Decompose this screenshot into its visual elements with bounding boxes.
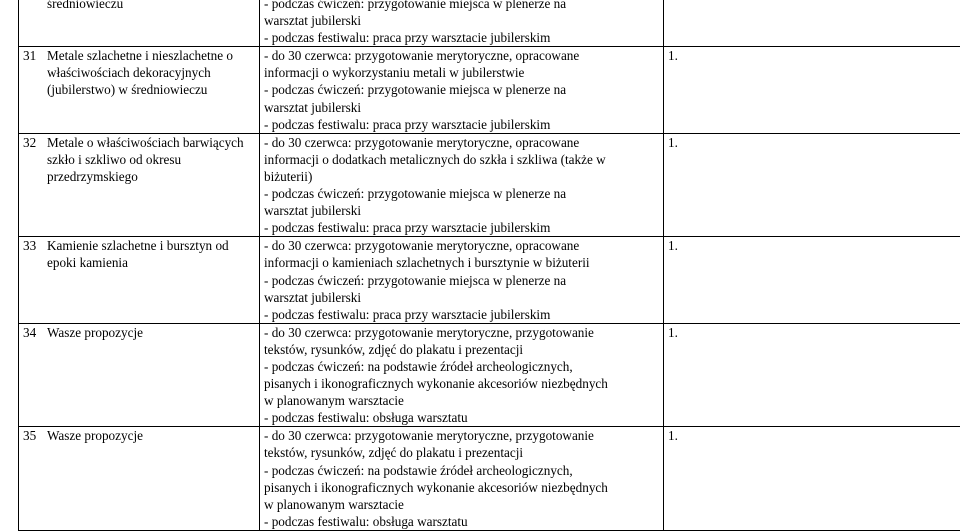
task-line: - podczas festiwalu: praca przy warsztacie jubilerskim <box>264 219 659 236</box>
row-title: Wasze propozycje <box>47 324 255 341</box>
workshop-table <box>18 0 960 531</box>
task-line: warsztat jubilerski <box>264 289 659 306</box>
task-line: - do 30 czerwca: przygotowanie merytoryczne, opracowane <box>264 237 659 254</box>
task-line: tekstów, rysunków, zdjęć do plakatu i prezentacji <box>264 444 659 461</box>
table-row <box>19 47 960 133</box>
task-line: - podczas ćwiczeń: przygotowanie miejsca w plenerze na <box>264 272 659 289</box>
task-line: - do 30 czerwca: przygotowanie merytoryczne, opracowane <box>264 134 659 151</box>
task-line: pisanych i ikonograficznych wykonanie akcesoriów niezbędnych <box>264 375 659 392</box>
task-line: - do 30 czerwca: przygotowanie merytoryczne, przygotowanie <box>264 427 659 444</box>
title-cell <box>19 47 260 133</box>
hours-value: 1. <box>668 428 678 443</box>
hours-cell <box>664 237 960 323</box>
title-cell <box>19 427 260 531</box>
tasks-cell <box>260 133 664 237</box>
row-title: Kamienie szlachetne i bursztyn od epoki kamienia <box>47 237 255 271</box>
row-title: Metale szlachetne i nieszlachetne o właściwościach dekoracyjnych (jubilerstwo) w średniowieczu <box>47 47 255 98</box>
row-number: 34 <box>23 324 47 341</box>
task-line: biżuterii) <box>264 168 659 185</box>
title-cell <box>19 0 260 47</box>
title-cell <box>19 133 260 237</box>
task-line: - podczas ćwiczeń: przygotowanie miejsca w plenerze na <box>264 0 659 12</box>
tasks-cell <box>260 427 664 531</box>
task-line: tekstów, rysunków, zdjęć do plakatu i prezentacji <box>264 341 659 358</box>
hours-cell <box>664 133 960 237</box>
task-line: pisanych i ikonograficznych wykonanie akcesoriów niezbędnych <box>264 479 659 496</box>
table-row <box>19 427 960 531</box>
task-line: warsztat jubilerski <box>264 99 659 116</box>
hours-cell <box>664 323 960 427</box>
hours-value: 1. <box>668 135 678 150</box>
task-line: - podczas ćwiczeń: przygotowanie miejsca w plenerze na <box>264 185 659 202</box>
task-line: - podczas festiwalu: praca przy warsztacie jubilerskim <box>264 29 659 46</box>
hours-cell <box>664 0 960 47</box>
tasks-cell <box>260 0 664 47</box>
tasks-cell <box>260 237 664 323</box>
row-number: 33 <box>23 237 47 271</box>
task-line: w planowanym warsztacie <box>264 496 659 513</box>
task-line: - do 30 czerwca: przygotowanie merytoryczne, opracowane <box>264 47 659 64</box>
row-number: 32 <box>23 134 47 185</box>
task-line: - podczas festiwalu: obsługa warsztatu <box>264 513 659 530</box>
task-line: - do 30 czerwca: przygotowanie merytoryczne, przygotowanie <box>264 324 659 341</box>
task-line: warsztat jubilerski <box>264 202 659 219</box>
row-title: średniowieczu <box>47 0 255 12</box>
workshop-table-body <box>19 0 960 530</box>
hours-value: 1. <box>668 48 678 63</box>
table-row <box>19 0 960 47</box>
table-row <box>19 133 960 237</box>
hours-value: 1. <box>668 325 678 340</box>
task-line: w planowanym warsztacie <box>264 392 659 409</box>
row-number <box>23 0 47 12</box>
row-number: 35 <box>23 427 47 444</box>
title-cell <box>19 323 260 427</box>
tasks-cell <box>260 323 664 427</box>
task-line: - podczas festiwalu: obsługa warsztatu <box>264 409 659 426</box>
table-row <box>19 237 960 323</box>
row-title: Wasze propozycje <box>47 427 255 444</box>
task-line: informacji o kamieniach szlachetnych i bursztynie w biżuterii <box>264 254 659 271</box>
row-title: Metale o właściwościach barwiących szkło i szkliwo od okresu przedrzymskiego <box>47 134 255 185</box>
hours-cell <box>664 427 960 531</box>
title-cell <box>19 237 260 323</box>
task-line: informacji o dodatkach metalicznych do szkła i szkliwa (także w <box>264 151 659 168</box>
task-line: warsztat jubilerski <box>264 12 659 29</box>
task-line: - podczas ćwiczeń: przygotowanie miejsca w plenerze na <box>264 81 659 98</box>
table-row <box>19 323 960 427</box>
task-line: - podczas ćwiczeń: na podstawie źródeł archeologicznych, <box>264 358 659 375</box>
hours-value: 1. <box>668 238 678 253</box>
task-line: - podczas ćwiczeń: na podstawie źródeł archeologicznych, <box>264 462 659 479</box>
tasks-cell <box>260 47 664 133</box>
row-number: 31 <box>23 47 47 98</box>
task-line: informacji o wykorzystaniu metali w jubilerstwie <box>264 64 659 81</box>
hours-cell <box>664 47 960 133</box>
task-line: - podczas festiwalu: praca przy warsztacie jubilerskim <box>264 306 659 323</box>
task-line: - podczas festiwalu: praca przy warsztacie jubilerskim <box>264 116 659 133</box>
